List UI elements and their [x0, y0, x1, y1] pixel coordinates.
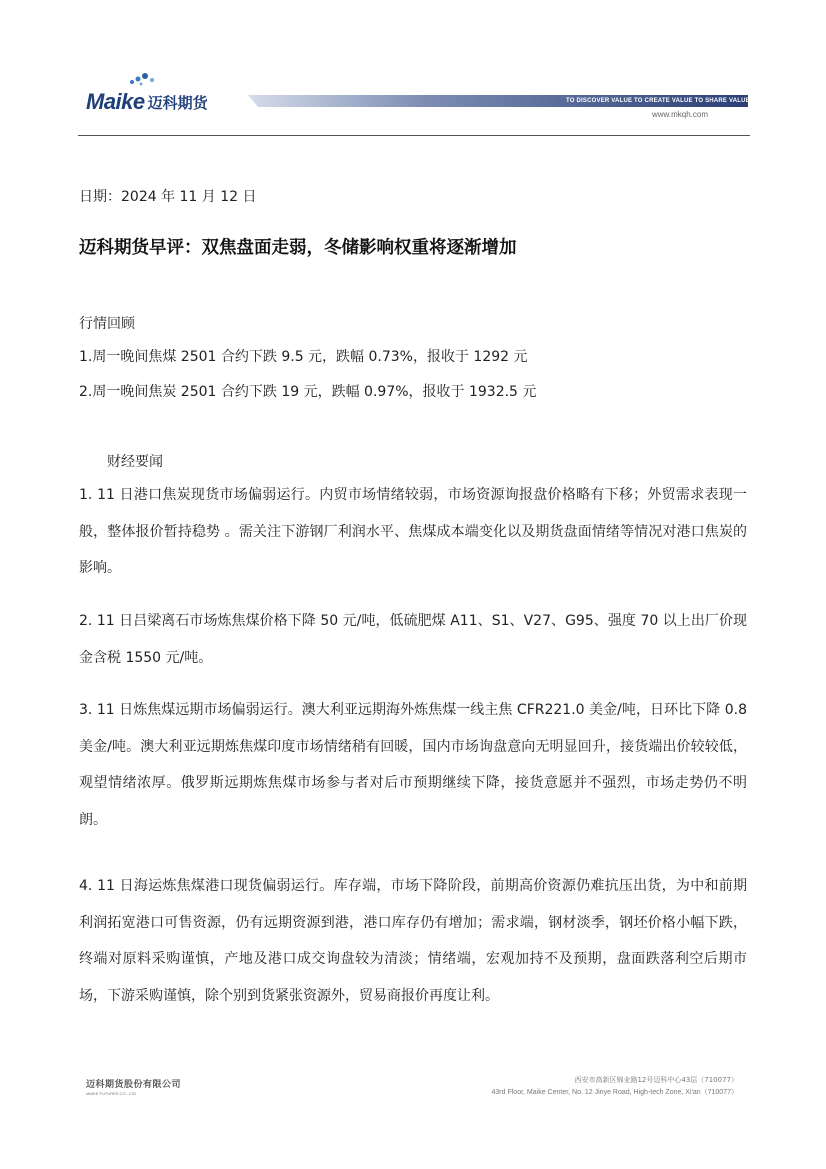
logo-latin-text: Maike [86, 89, 145, 114]
news-item: 4. 11 日海运炼焦煤港口现货偏弱运行。库存端，市场下降阶段，前期高价资源仍难抗压出货，为中和前期利润拓宽港口可售资源，仍有远期资源到港，港口库存仍有增加；需求端，钢材淡季，钢坯价格小幅下跌，终端对原料采购谨慎，产地及港口成交询盘较为清淡；情绪端，宏观加持不及预期，盘面跌落利空后期市场，下游采购谨慎，除个别到货紧张资源外，贸易商报价再度让利。 [79, 878, 747, 1004]
report-title: 迈科期货早评：双焦盘面走弱，冬储影响权重将逐渐增加 [79, 238, 517, 258]
report-date: 日期：2024 年 11 月 12 日 [79, 189, 257, 205]
maike-logo [86, 80, 208, 114]
footer-address-cn: 西安市高新区锦业路12号迈科中心43层（710077） [574, 1076, 738, 1084]
review-item: 2.周一晚间焦炭 2501 合约下跌 19 元，跌幅 0.97%，报收于 1932.5 元 [79, 384, 537, 400]
logo-chinese-text: 迈科期货 [147, 94, 208, 112]
news-item: 2. 11 日吕梁离石市场炼焦煤价格下降 50 元/吨，低硫肥煤 A11、S1、V27、G95、强度 70 以上出厂价现金含税 1550 元/吨。 [79, 613, 747, 666]
logo-dots-icon [128, 72, 158, 86]
banner-slogan: TO DISCOVER VALUE TO CREATE VALUE TO SHARE VALUE [566, 98, 750, 104]
news-heading: 财经要闻 [107, 454, 163, 470]
header-divider [78, 135, 750, 136]
footer-address [492, 1075, 738, 1097]
review-heading: 行情回顾 [79, 316, 135, 332]
page-header [0, 0, 826, 140]
news-item: 1. 11 日港口焦炭现货市场偏弱运行。内贸市场情绪较弱，市场资源询报盘价格略有下移；外贸需求表现一般，整体报价暂持稳势 。需关注下游钢厂利润水平、焦煤成本端变化以及期货盘面情绪等情况对港口焦炭的影响。 [79, 487, 747, 576]
news-item: 3. 11 日炼焦煤远期市场偏弱运行。澳大利亚远期海外炼焦煤一线主焦 CFR221.0 美金/吨，日环比下降 0.8 美金/吨。澳大利亚远期炼焦煤印度市场情绪稍有回暖，国内市场询盘意向无明显回升，接货端出价较较低，观望情绪浓厚。俄罗斯远期炼焦煤市场参与者对后市预期继续下降，接货意愿并不强烈，市场走势仍不明朗。 [79, 702, 747, 828]
footer-address-en: 43rd Floor, Maike Center, No. 12 Jinye Road, High-tech Zone, Xi'an（710077） [491, 1089, 738, 1096]
footer-company-cn: 迈科期货股份有限公司 [86, 1080, 182, 1090]
website-url[interactable]: www.mkqh.com [652, 110, 709, 119]
review-item: 1.周一晚间焦煤 2501 合约下跌 9.5 元，跌幅 0.73%，报收于 1292 元 [79, 349, 528, 365]
footer-company-en: MAIKE FUTURES CO., LTD. [86, 1091, 138, 1096]
footer-company [86, 1077, 181, 1096]
